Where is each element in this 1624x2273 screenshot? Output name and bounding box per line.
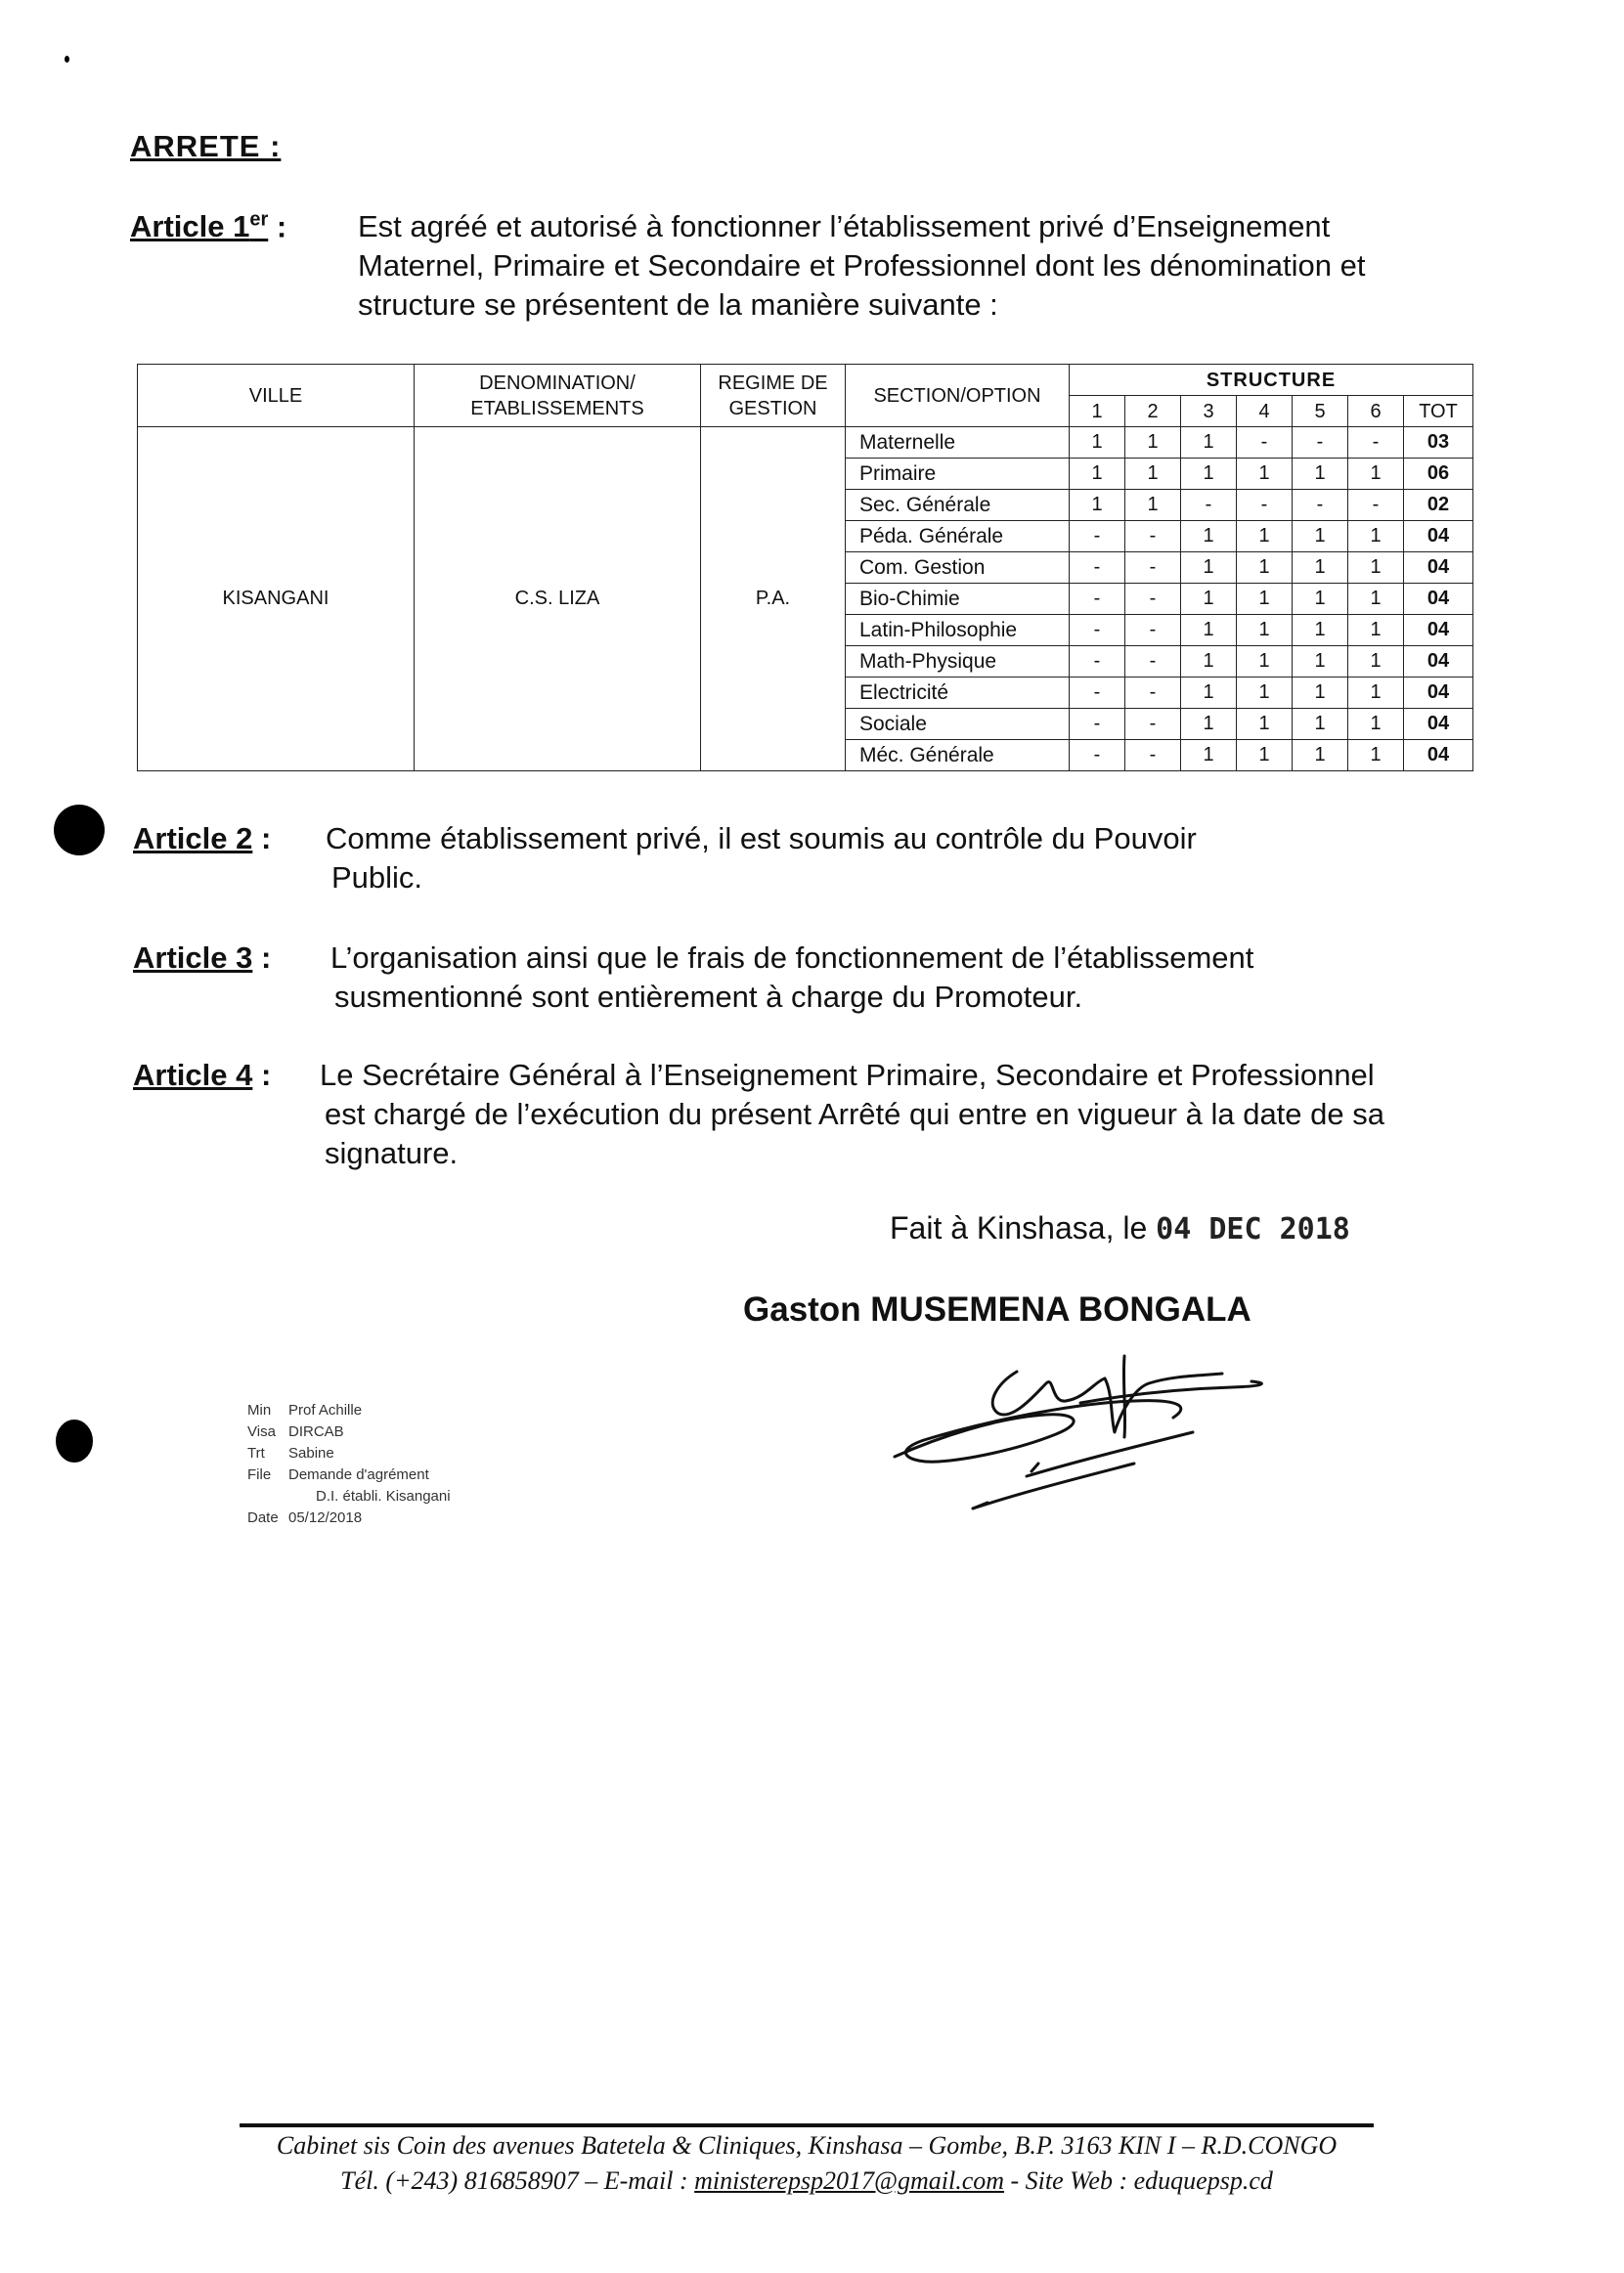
article-2-label: Article 2 : [133,821,272,855]
cell-year-5: 1 [1293,584,1348,615]
cell-section: Electricité [846,678,1070,709]
cell-year-2: 1 [1125,459,1181,490]
cell-year-3: 1 [1181,459,1237,490]
reference-value: D.I. établi. Kisangani [316,1488,451,1505]
reference-line [247,1486,451,1508]
cell-year-3: - [1181,490,1237,521]
cell-total: 04 [1404,521,1473,552]
structure-table [137,364,1473,771]
header-col-5: 5 [1293,396,1348,427]
cell-year-6: 1 [1348,678,1404,709]
reference-value: Prof Achille [288,1402,363,1419]
footer-contact: Tél. (+243) 816858907 – E-mail : ministerepsp2017@gmail.com - Site Web : eduquepsp.cd [340,2166,1273,2195]
cell-year-5: 1 [1293,740,1348,771]
reference-value: Sabine [288,1445,334,1462]
cell-year-2: 1 [1125,427,1181,459]
header-section: SECTION/OPTION [846,365,1070,427]
reference-key: Visa [247,1423,276,1440]
cell-year-3: 1 [1181,521,1237,552]
reference-line [247,1508,451,1529]
header-col-3: 3 [1181,396,1237,427]
cell-year-4: - [1237,427,1293,459]
punch-hole-bottom [56,1420,93,1463]
cell-year-4: 1 [1237,584,1293,615]
article-3-text [330,939,1253,1017]
cell-total: 04 [1404,615,1473,646]
cell-total: 04 [1404,678,1473,709]
table-row [138,427,1473,459]
cell-section: Latin-Philosophie [846,615,1070,646]
cell-year-1: - [1070,646,1125,678]
footer-address: Cabinet sis Coin des avenues Batetela & Cliniques, Kinshasa – Gombe, B.P. 3163 KIN I – R.D.CONGO [276,2131,1338,2160]
cell-year-6: 1 [1348,552,1404,584]
cell-year-2: 1 [1125,490,1181,521]
handwritten-signature [880,1344,1330,1530]
cell-year-6: 1 [1348,740,1404,771]
cell-year-5: - [1293,490,1348,521]
cell-year-1: - [1070,709,1125,740]
text-line: L’organisation ainsi que le frais de fonctionnement de l’établissement [330,940,1254,975]
text-line: Maternel, Primaire et Secondaire et Professionnel dont les dénomination et [358,248,1366,283]
cell-year-4: 1 [1237,459,1293,490]
text-line: structure se présentent de la manière suivante : [358,287,998,322]
scan-speck [65,56,69,63]
cell-total: 04 [1404,740,1473,771]
reference-line [247,1400,451,1421]
cell-year-1: - [1070,615,1125,646]
cell-regime: P.A. [701,427,846,771]
cell-year-5: 1 [1293,552,1348,584]
cell-year-3: 1 [1181,427,1237,459]
cell-total: 04 [1404,646,1473,678]
cell-section: Primaire [846,459,1070,490]
header-col-1: 1 [1070,396,1125,427]
text-line: Comme établissement privé, il est soumis au contrôle du Pouvoir [326,821,1197,855]
cell-total: 02 [1404,490,1473,521]
cell-year-6: 1 [1348,584,1404,615]
cell-year-5: 1 [1293,678,1348,709]
cell-year-6: 1 [1348,615,1404,646]
reference-line [247,1443,451,1464]
cell-total: 04 [1404,709,1473,740]
header-structure: STRUCTURE [1070,365,1473,396]
cell-year-3: 1 [1181,584,1237,615]
cell-year-5: - [1293,427,1348,459]
cell-denomination: C.S. LIZA [415,427,701,771]
cell-year-1: - [1070,584,1125,615]
article-2-text [326,819,1197,897]
reference-value: Demande d'agrément [288,1466,429,1483]
signatory-name: Gaston MUSEMENA BONGALA [743,1290,1251,1329]
cell-year-5: 1 [1293,646,1348,678]
cell-year-5: 1 [1293,521,1348,552]
cell-year-2: - [1125,646,1181,678]
cell-year-3: 1 [1181,615,1237,646]
page-heading: ARRETE : [130,129,282,163]
cell-year-4: 1 [1237,678,1293,709]
reference-key: Date [247,1509,279,1526]
reference-value: 05/12/2018 [288,1509,363,1526]
cell-total: 04 [1404,552,1473,584]
cell-year-1: - [1070,552,1125,584]
place-date: Fait à Kinshasa, le 04 DEC 2018 [890,1210,1350,1246]
cell-year-3: 1 [1181,740,1237,771]
cell-year-1: 1 [1070,490,1125,521]
cell-year-1: - [1070,740,1125,771]
cell-section: Méc. Générale [846,740,1070,771]
cell-year-2: - [1125,709,1181,740]
cell-year-6: 1 [1348,709,1404,740]
cell-year-2: - [1125,740,1181,771]
header-col-tot: TOT [1404,396,1473,427]
cell-year-3: 1 [1181,646,1237,678]
footer-rule [240,2123,1374,2127]
cell-year-2: - [1125,615,1181,646]
cell-year-5: 1 [1293,709,1348,740]
article-1-text [358,207,1365,325]
cell-year-2: - [1125,521,1181,552]
cell-year-1: - [1070,521,1125,552]
reference-line [247,1421,451,1443]
article-3-label: Article 3 : [133,940,272,975]
cell-year-5: 1 [1293,615,1348,646]
cell-section: Math-Physique [846,646,1070,678]
header-regime: REGIME DE GESTION [701,365,846,427]
article-4-label: Article 4 : [133,1058,272,1092]
cell-year-6: 1 [1348,521,1404,552]
header-col-4: 4 [1237,396,1293,427]
cell-year-4: 1 [1237,521,1293,552]
text-line: Est agréé et autorisé à fonctionner l’établissement privé d’Enseignement [358,209,1331,243]
cell-section: Péda. Générale [846,521,1070,552]
footer-email: ministerepsp2017@gmail.com [694,2166,1005,2195]
cell-section: Com. Gestion [846,552,1070,584]
cell-year-6: - [1348,427,1404,459]
cell-year-3: 1 [1181,552,1237,584]
cell-year-4: - [1237,490,1293,521]
cell-year-3: 1 [1181,709,1237,740]
punch-hole-top [54,805,105,855]
cell-year-4: 1 [1237,709,1293,740]
cell-year-4: 1 [1237,615,1293,646]
cell-section: Sociale [846,709,1070,740]
reference-value: DIRCAB [288,1423,344,1440]
cell-total: 04 [1404,584,1473,615]
cell-year-6: 1 [1348,646,1404,678]
cell-total: 06 [1404,459,1473,490]
reference-block [247,1400,451,1529]
reference-key: Trt [247,1445,265,1462]
cell-year-1: 1 [1070,427,1125,459]
text-line: signature. [325,1136,459,1170]
text-line: Le Secrétaire Général à l’Enseignement Primaire, Secondaire et Professionnel [320,1058,1375,1092]
cell-year-6: - [1348,490,1404,521]
cell-year-2: - [1125,552,1181,584]
text-line: est chargé de l’exécution du présent Arrêté qui entre en vigueur à la date de sa [325,1097,1384,1131]
cell-year-2: - [1125,678,1181,709]
cell-year-5: 1 [1293,459,1348,490]
cell-ville: KISANGANI [138,427,415,771]
cell-section: Bio-Chimie [846,584,1070,615]
reference-key: Min [247,1402,272,1419]
header-col-2: 2 [1125,396,1181,427]
text-line: susmentionné sont entièrement à charge du Promoteur. [334,980,1083,1014]
article-1-label: Article 1er : [130,209,287,244]
cell-total: 03 [1404,427,1473,459]
cell-year-1: 1 [1070,459,1125,490]
text-line: Public. [331,860,423,895]
reference-key: File [247,1466,272,1483]
cell-year-4: 1 [1237,552,1293,584]
cell-year-6: 1 [1348,459,1404,490]
cell-year-4: 1 [1237,740,1293,771]
header-col-6: 6 [1348,396,1404,427]
cell-year-4: 1 [1237,646,1293,678]
cell-section: Maternelle [846,427,1070,459]
article-4-text [320,1056,1384,1173]
header-denomination: DENOMINATION/ ETABLISSEMENTS [415,365,701,427]
header-ville: VILLE [138,365,415,427]
cell-section: Sec. Générale [846,490,1070,521]
cell-year-2: - [1125,584,1181,615]
date-stamp: 04 DEC 2018 [1156,1212,1350,1246]
cell-year-3: 1 [1181,678,1237,709]
reference-line [247,1464,451,1486]
cell-year-1: - [1070,678,1125,709]
